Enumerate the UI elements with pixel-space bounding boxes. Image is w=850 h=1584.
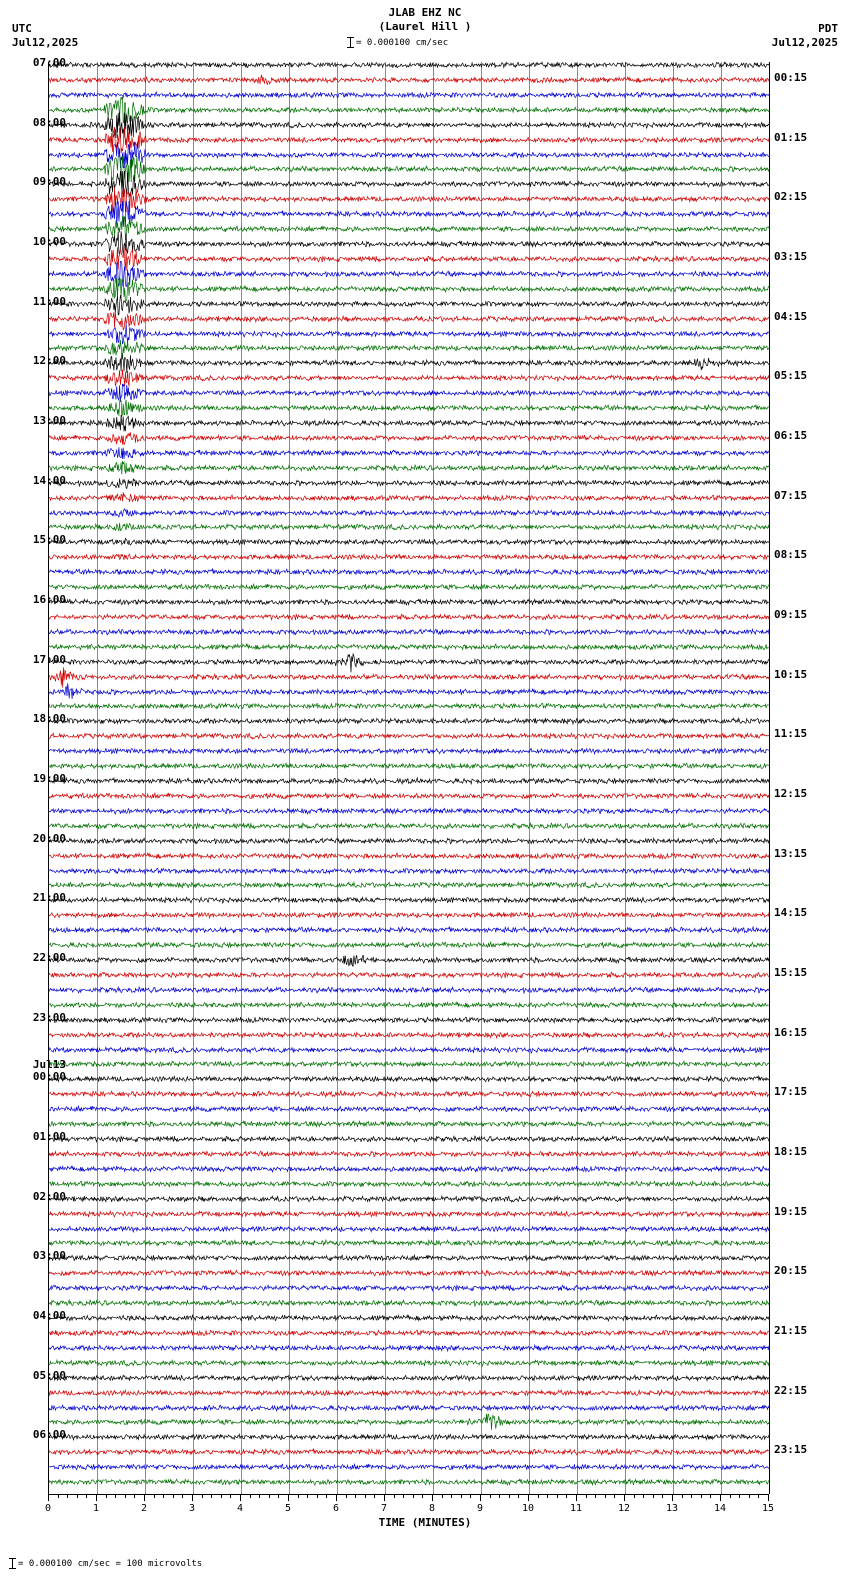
hour-label-utc: 21:00 bbox=[32, 891, 66, 905]
utc-timezone-label: UTC bbox=[12, 22, 32, 35]
hour-label-utc: 01:00 bbox=[32, 1130, 66, 1143]
hour-label-utc: 05:00 bbox=[32, 1368, 66, 1382]
hour-label-utc: 04:00 bbox=[32, 1309, 66, 1322]
pdt-timezone-label: PDT bbox=[818, 22, 838, 35]
axis-tick-label: 10 bbox=[521, 1503, 535, 1514]
axis-minor-tick bbox=[67, 1494, 68, 1498]
axis-tick-label: 15 bbox=[761, 1503, 775, 1514]
axis-minor-tick bbox=[701, 1494, 702, 1498]
hour-label-utc: Jul13 bbox=[32, 1058, 66, 1072]
hour-label-pdt: 20:15 bbox=[774, 1264, 808, 1278]
axis-minor-tick bbox=[250, 1494, 251, 1498]
axis-minor-tick bbox=[298, 1494, 299, 1498]
hour-label-pdt: 14:15 bbox=[774, 906, 808, 920]
axis-minor-tick bbox=[58, 1494, 59, 1498]
hour-label-utc: 22:00 bbox=[32, 951, 66, 964]
hour-label-utc: 17:00 bbox=[32, 652, 66, 666]
hour-label-pdt: 23:15 bbox=[774, 1443, 808, 1457]
axis-minor-tick bbox=[461, 1494, 462, 1498]
axis-tick-label: 7 bbox=[380, 1503, 388, 1514]
axis-minor-tick bbox=[490, 1494, 491, 1498]
axis-tick-label: 3 bbox=[188, 1503, 196, 1514]
hour-label-pdt: 19:15 bbox=[774, 1204, 808, 1218]
seismogram-trace bbox=[49, 1469, 769, 1495]
axis-tick-label: 8 bbox=[428, 1503, 436, 1514]
hour-label-pdt: 10:15 bbox=[774, 667, 808, 681]
hour-label-pdt: 09:15 bbox=[774, 607, 808, 621]
axis-tick bbox=[672, 1494, 673, 1501]
axis-tick-label: 11 bbox=[569, 1503, 583, 1514]
axis-tick-label: 0 bbox=[44, 1503, 52, 1514]
axis-minor-tick bbox=[499, 1494, 500, 1498]
axis-minor-tick bbox=[163, 1494, 164, 1498]
axis-tick bbox=[480, 1494, 481, 1501]
hour-label-utc: 19:00 bbox=[32, 772, 66, 785]
station-site: (Laurel Hill ) bbox=[378, 20, 472, 33]
chart-header bbox=[0, 0, 850, 55]
axis-tick-label: 4 bbox=[236, 1503, 244, 1514]
axis-tick bbox=[48, 1494, 49, 1501]
axis-tick bbox=[240, 1494, 241, 1501]
axis-minor-tick bbox=[259, 1494, 260, 1498]
axis-tick bbox=[336, 1494, 337, 1501]
axis-minor-tick bbox=[365, 1494, 366, 1498]
hour-label-pdt: 12:15 bbox=[774, 786, 808, 800]
hour-label-utc: 06:00 bbox=[32, 1428, 66, 1442]
footer-scale-text: = 0.000100 cm/sec = 100 microvolts bbox=[18, 1559, 203, 1569]
axis-minor-tick bbox=[730, 1494, 731, 1498]
hour-label-pdt: 21:15 bbox=[774, 1323, 808, 1337]
axis-tick-label: 5 bbox=[284, 1503, 292, 1514]
axis-minor-tick bbox=[710, 1494, 711, 1498]
axis-tick-label: 1 bbox=[92, 1503, 100, 1514]
hour-label-pdt: 06:15 bbox=[774, 428, 808, 442]
axis-minor-tick bbox=[326, 1494, 327, 1498]
scale-indicator bbox=[350, 37, 448, 48]
axis-minor-tick bbox=[211, 1494, 212, 1498]
hour-label-pdt: 11:15 bbox=[774, 727, 808, 741]
hour-label-utc: 12:00 bbox=[32, 354, 66, 368]
hour-label-utc: 07:00 bbox=[32, 56, 66, 69]
hour-label-pdt: 00:15 bbox=[774, 70, 808, 84]
hour-label-pdt: 03:15 bbox=[774, 249, 808, 263]
axis-tick-label: 6 bbox=[332, 1503, 340, 1514]
footer-scale-bar-icon bbox=[12, 1558, 13, 1569]
axis-minor-tick bbox=[394, 1494, 395, 1498]
axis-minor-tick bbox=[682, 1494, 683, 1498]
axis-minor-tick bbox=[557, 1494, 558, 1498]
axis-minor-tick bbox=[691, 1494, 692, 1498]
hour-label-pdt: 15:15 bbox=[774, 965, 808, 979]
axis-minor-tick bbox=[634, 1494, 635, 1498]
axis-minor-tick bbox=[269, 1494, 270, 1498]
axis-tick bbox=[384, 1494, 385, 1501]
axis-minor-tick bbox=[538, 1494, 539, 1498]
axis-minor-tick bbox=[77, 1494, 78, 1498]
axis-tick-label: 14 bbox=[713, 1503, 727, 1514]
axis-minor-tick bbox=[614, 1494, 615, 1498]
hour-label-utc: 18:00 bbox=[32, 712, 66, 726]
station-title: JLAB EHZ NC bbox=[388, 6, 462, 19]
hour-label-utc: 03:00 bbox=[32, 1249, 66, 1263]
axis-minor-tick bbox=[442, 1494, 443, 1498]
axis-minor-tick bbox=[374, 1494, 375, 1498]
hour-label-pdt: 18:15 bbox=[774, 1144, 808, 1158]
axis-minor-tick bbox=[134, 1494, 135, 1498]
axis-line bbox=[48, 1494, 768, 1495]
axis-tick bbox=[144, 1494, 145, 1501]
axis-minor-tick bbox=[605, 1494, 606, 1498]
hour-label-pdt: 13:15 bbox=[774, 846, 808, 860]
scale-text: = 0.000100 cm/sec bbox=[356, 38, 449, 48]
axis-minor-tick bbox=[307, 1494, 308, 1498]
axis-tick bbox=[768, 1494, 769, 1501]
hour-label-utc: 00:00 bbox=[32, 1070, 66, 1084]
hour-label-utc: 16:00 bbox=[32, 593, 66, 606]
footer-scale bbox=[8, 1558, 202, 1569]
hour-label-pdt: 02:15 bbox=[774, 190, 808, 204]
hour-label-pdt: 04:15 bbox=[774, 309, 808, 323]
axis-minor-tick bbox=[739, 1494, 740, 1498]
axis-minor-tick bbox=[154, 1494, 155, 1498]
axis-tick bbox=[576, 1494, 577, 1501]
axis-minor-tick bbox=[221, 1494, 222, 1498]
axis-tick bbox=[288, 1494, 289, 1501]
axis-minor-tick bbox=[278, 1494, 279, 1498]
axis-minor-tick bbox=[403, 1494, 404, 1498]
axis-tick-label: 9 bbox=[476, 1503, 484, 1514]
axis-minor-tick bbox=[413, 1494, 414, 1498]
axis-minor-tick bbox=[202, 1494, 203, 1498]
axis-minor-tick bbox=[173, 1494, 174, 1498]
axis-minor-tick bbox=[758, 1494, 759, 1498]
axis-minor-tick bbox=[125, 1494, 126, 1498]
hour-label-utc: 23:00 bbox=[32, 1010, 66, 1024]
axis-tick bbox=[528, 1494, 529, 1501]
hour-label-pdt: 17:15 bbox=[774, 1085, 808, 1099]
hour-label-utc: 13:00 bbox=[32, 414, 66, 427]
axis-minor-tick bbox=[518, 1494, 519, 1498]
hour-label-pdt: 16:15 bbox=[774, 1025, 808, 1039]
helicorder-plot bbox=[48, 62, 770, 1494]
axis-minor-tick bbox=[106, 1494, 107, 1498]
pdt-date-label: Jul12,2025 bbox=[771, 36, 838, 49]
hour-label-pdt: 05:15 bbox=[774, 369, 808, 383]
axis-minor-tick bbox=[509, 1494, 510, 1498]
axis-tick bbox=[432, 1494, 433, 1501]
axis-minor-tick bbox=[86, 1494, 87, 1498]
hour-label-utc: 10:00 bbox=[32, 235, 66, 248]
hour-label-utc: 15:00 bbox=[32, 533, 66, 547]
axis-minor-tick bbox=[355, 1494, 356, 1498]
axis-tick bbox=[624, 1494, 625, 1501]
axis-minor-tick bbox=[749, 1494, 750, 1498]
hour-label-pdt: 07:15 bbox=[774, 488, 808, 502]
hour-label-utc: 02:00 bbox=[32, 1189, 66, 1203]
axis-minor-tick bbox=[595, 1494, 596, 1498]
axis-minor-tick bbox=[182, 1494, 183, 1498]
scale-bar-icon bbox=[350, 37, 351, 48]
axis-tick bbox=[192, 1494, 193, 1501]
axis-minor-tick bbox=[422, 1494, 423, 1498]
axis-minor-tick bbox=[643, 1494, 644, 1498]
axis-minor-tick bbox=[317, 1494, 318, 1498]
axis-tick bbox=[96, 1494, 97, 1501]
axis-minor-tick bbox=[230, 1494, 231, 1498]
axis-minor-tick bbox=[470, 1494, 471, 1498]
axis-minor-tick bbox=[586, 1494, 587, 1498]
axis-title: TIME (MINUTES) bbox=[378, 1516, 472, 1529]
axis-minor-tick bbox=[662, 1494, 663, 1498]
hour-label-pdt: 08:15 bbox=[774, 548, 808, 562]
hour-label-utc: 08:00 bbox=[32, 115, 66, 129]
axis-tick-label: 12 bbox=[617, 1503, 631, 1514]
axis-minor-tick bbox=[115, 1494, 116, 1498]
axis-minor-tick bbox=[653, 1494, 654, 1498]
axis-tick bbox=[720, 1494, 721, 1501]
hour-label-utc: 20:00 bbox=[32, 831, 66, 845]
axis-minor-tick bbox=[346, 1494, 347, 1498]
axis-tick-label: 13 bbox=[665, 1503, 679, 1514]
hour-label-pdt: 22:15 bbox=[774, 1383, 808, 1397]
axis-minor-tick bbox=[451, 1494, 452, 1498]
utc-date-label: Jul12,2025 bbox=[12, 36, 79, 49]
hour-label-utc: 11:00 bbox=[32, 294, 66, 308]
hour-label-utc: 14:00 bbox=[32, 473, 66, 487]
hour-label-pdt: 01:15 bbox=[774, 130, 808, 144]
axis-minor-tick bbox=[547, 1494, 548, 1498]
axis-minor-tick bbox=[566, 1494, 567, 1498]
hour-label-utc: 09:00 bbox=[32, 175, 66, 189]
axis-tick-label: 2 bbox=[140, 1503, 148, 1514]
